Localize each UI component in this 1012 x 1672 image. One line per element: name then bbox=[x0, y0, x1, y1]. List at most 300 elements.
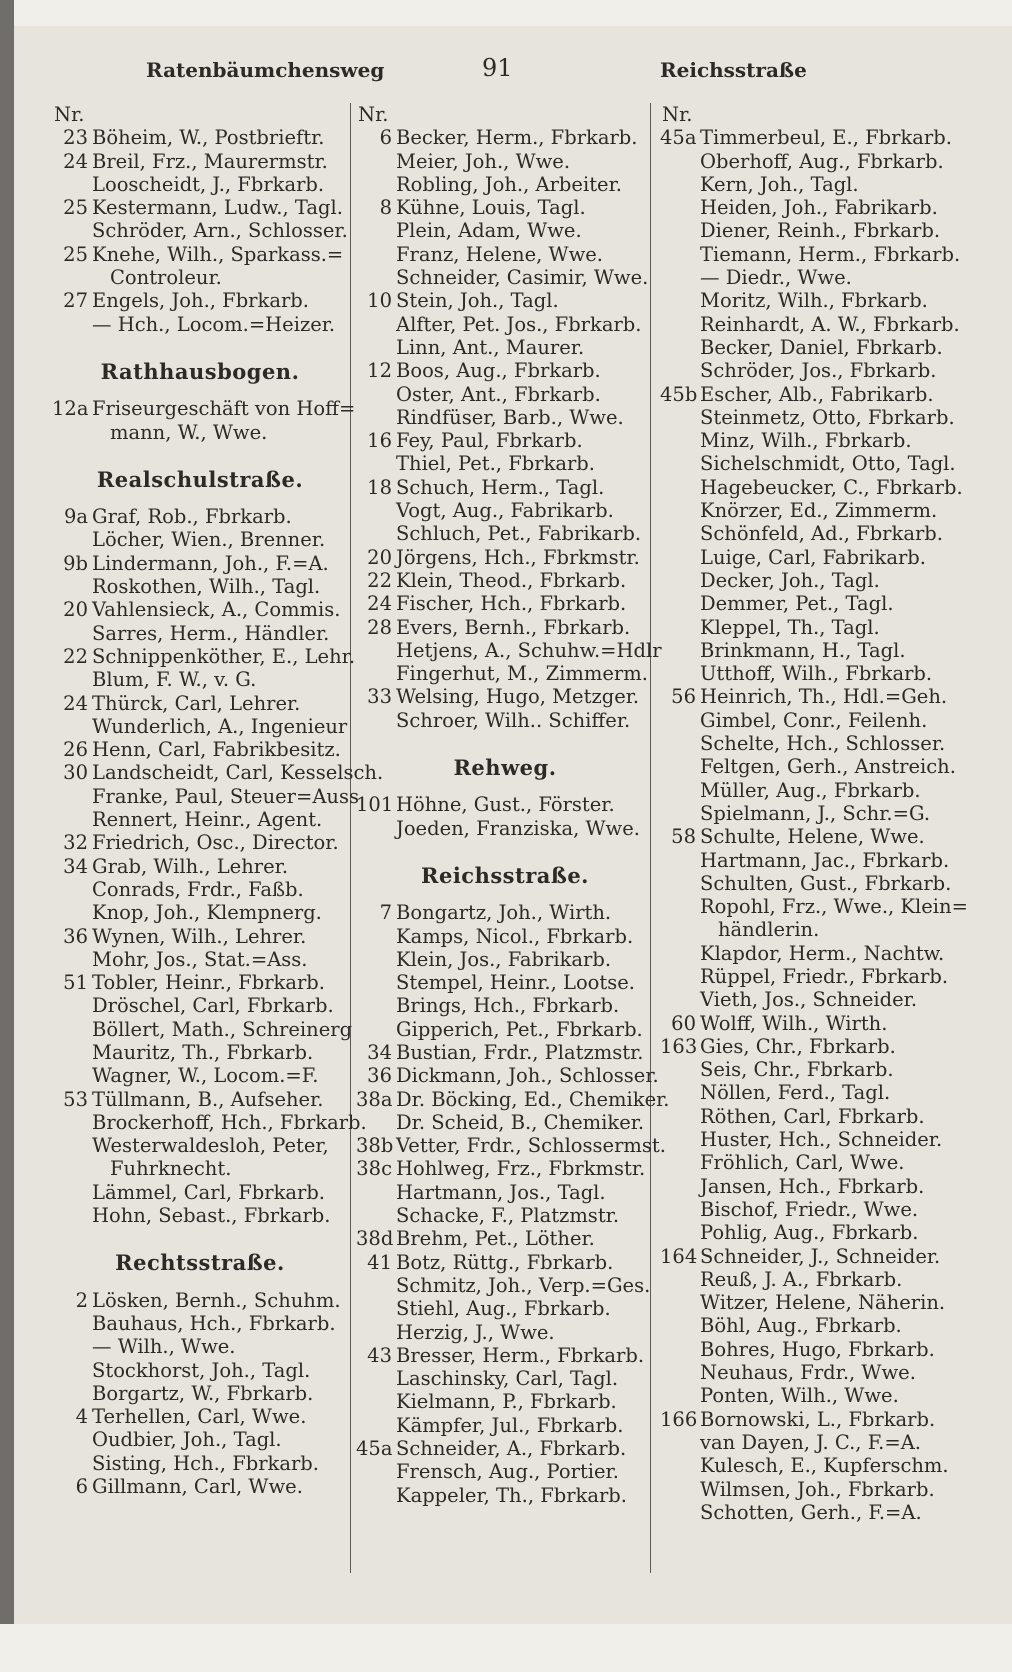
house-number bbox=[52, 1359, 92, 1382]
resident-entry bbox=[660, 1268, 960, 1291]
house-number bbox=[52, 901, 92, 924]
resident-text: Botz, Rüttg., Fbrkarb. bbox=[396, 1250, 614, 1274]
resident-entry bbox=[356, 336, 654, 359]
resident-text: Knop, Joh., Klempnerg. bbox=[92, 901, 322, 925]
resident-text: Schotten, Gerh., F.=A. bbox=[700, 1500, 922, 1524]
resident-text: Conrads, Frdr., Faßb. bbox=[92, 877, 304, 901]
resident-entry bbox=[660, 1501, 960, 1524]
house-number bbox=[660, 429, 700, 452]
entry-continuation: Controleur. bbox=[110, 266, 222, 290]
resident-entry bbox=[356, 1181, 654, 1204]
resident-text: Rennert, Heinr., Agent. bbox=[92, 808, 323, 832]
resident-entry bbox=[52, 831, 348, 854]
house-number bbox=[356, 452, 396, 475]
house-number bbox=[660, 266, 700, 289]
house-number bbox=[660, 1151, 700, 1174]
house-number bbox=[52, 173, 92, 196]
house-number: 58 bbox=[671, 825, 696, 849]
house-number bbox=[52, 785, 92, 808]
house-number bbox=[356, 1484, 396, 1507]
resident-entry bbox=[356, 383, 654, 406]
resident-text: Hohn, Sebast., Fbrkarb. bbox=[92, 1204, 331, 1228]
house-number: 30 bbox=[63, 761, 88, 785]
house-number bbox=[356, 817, 396, 840]
resident-text: Kamps, Nicol., Fbrkarb. bbox=[396, 924, 634, 948]
house-number bbox=[356, 994, 396, 1017]
resident-text: Schönfeld, Ad., Fbrkarb. bbox=[700, 522, 943, 546]
resident-entry bbox=[52, 855, 348, 878]
resident-text: Schneider, Casimir, Wwe. bbox=[396, 266, 649, 290]
house-number bbox=[356, 1274, 396, 1297]
house-number bbox=[52, 948, 92, 971]
house-number bbox=[660, 1314, 700, 1337]
resident-entry bbox=[356, 1390, 654, 1413]
resident-entry bbox=[52, 1312, 348, 1335]
house-number: 9b bbox=[63, 551, 88, 575]
resident-entry bbox=[660, 1291, 960, 1314]
resident-entry bbox=[52, 552, 348, 575]
resident-text: Utthoff, Wilh., Fbrkarb. bbox=[700, 662, 933, 686]
resident-entry bbox=[356, 1297, 654, 1320]
house-number: 163 bbox=[660, 1034, 698, 1058]
resident-entry bbox=[660, 1012, 960, 1035]
house-number bbox=[660, 313, 700, 336]
resident-text: Grab, Wilh., Lehrer. bbox=[92, 854, 289, 878]
resident-text: Meier, Joh., Wwe. bbox=[396, 149, 571, 173]
resident-entry bbox=[356, 817, 654, 840]
resident-text: Stiehl, Aug., Fbrkarb. bbox=[396, 1297, 611, 1321]
resident-text: Tobler, Heinr., Fbrkarb. bbox=[92, 971, 325, 995]
resident-text: Sichelschmidt, Otto, Tagl. bbox=[700, 452, 956, 476]
street-heading: Realschulstraße. bbox=[96, 466, 304, 492]
house-number bbox=[356, 1460, 396, 1483]
resident-text: Wunderlich, A., Ingenieur bbox=[92, 714, 348, 738]
resident-text: Friseurgeschäft von Hoff= bbox=[92, 397, 356, 421]
resident-entry bbox=[356, 1134, 666, 1158]
resident-entry bbox=[52, 1452, 348, 1475]
house-number bbox=[660, 1128, 700, 1151]
house-number bbox=[356, 406, 396, 429]
resident-entry bbox=[356, 994, 654, 1017]
resident-text: Wynen, Wilh., Lehrer. bbox=[92, 924, 307, 948]
resident-entry bbox=[356, 638, 662, 662]
resident-entry bbox=[660, 942, 960, 965]
resident-entry bbox=[356, 1414, 654, 1437]
resident-text: Gillmann, Carl, Wwe. bbox=[92, 1475, 303, 1499]
house-number bbox=[356, 1018, 396, 1041]
resident-text: Heinrich, Th., Hdl.=Geh. bbox=[700, 685, 948, 709]
resident-entry bbox=[356, 662, 654, 685]
resident-entry bbox=[356, 476, 654, 499]
house-number bbox=[356, 522, 396, 545]
resident-entry bbox=[356, 266, 654, 289]
house-number bbox=[660, 1058, 700, 1081]
resident-text: Vieth, Jos., Schneider. bbox=[700, 988, 918, 1012]
house-number bbox=[356, 1204, 396, 1227]
resident-entry bbox=[356, 971, 654, 994]
resident-entry bbox=[52, 1475, 348, 1498]
resident-text: Schacke, F., Platzmstr. bbox=[396, 1204, 620, 1228]
street-heading: Rechtsstraße. bbox=[115, 1250, 285, 1276]
resident-entry bbox=[660, 1408, 960, 1431]
resident-entry bbox=[356, 1251, 654, 1274]
resident-entry bbox=[660, 1198, 960, 1221]
house-number: 25 bbox=[63, 196, 88, 220]
resident-text: Stockhorst, Joh., Tagl. bbox=[92, 1358, 311, 1382]
column-divider bbox=[350, 103, 351, 1573]
resident-entry bbox=[356, 126, 654, 149]
house-number bbox=[660, 1501, 700, 1524]
house-number bbox=[52, 528, 92, 551]
resident-entry bbox=[356, 685, 654, 708]
resident-entry bbox=[356, 359, 654, 382]
resident-text: van Dayen, J. C., F.=A. bbox=[700, 1430, 922, 1454]
resident-text: Kappeler, Th., Fbrkarb. bbox=[396, 1483, 627, 1507]
resident-entry bbox=[660, 732, 960, 755]
house-number bbox=[52, 575, 92, 598]
house-number bbox=[52, 1041, 92, 1064]
resident-text: Bohres, Hugo, Fbrkarb. bbox=[700, 1337, 935, 1361]
resident-entry bbox=[660, 592, 960, 615]
resident-entry bbox=[660, 359, 960, 382]
resident-entry bbox=[52, 994, 348, 1017]
resident-entry bbox=[356, 1367, 654, 1390]
resident-text: Dr. Scheid, B., Chemiker. bbox=[396, 1110, 645, 1134]
resident-text: Schröder, Jos., Fbrkarb. bbox=[700, 359, 937, 383]
resident-text: Klein, Jos., Fabrikarb. bbox=[396, 947, 612, 971]
house-number: 12 bbox=[367, 359, 392, 383]
resident-text: Höhne, Gust., Förster. bbox=[396, 793, 615, 817]
resident-text: Tiemann, Herm., Fbrkarb. bbox=[700, 242, 961, 266]
house-number bbox=[52, 1382, 92, 1405]
resident-text: Hohlweg, Frz., Fbrkmstr. bbox=[396, 1157, 646, 1181]
house-number bbox=[660, 1361, 700, 1384]
house-number bbox=[356, 709, 396, 732]
resident-text: Müller, Aug., Fbrkarb. bbox=[700, 778, 921, 802]
house-number: 101 bbox=[356, 793, 394, 817]
resident-text: — Diedr., Wwe. bbox=[700, 266, 852, 290]
resident-text: Schuch, Herm., Tagl. bbox=[396, 475, 605, 499]
house-number bbox=[52, 808, 92, 831]
house-number: 20 bbox=[63, 598, 88, 622]
resident-text: Brinkmann, H., Tagl. bbox=[700, 638, 906, 662]
resident-text: Tüllmann, B., Aufseher. bbox=[92, 1087, 324, 1111]
house-number bbox=[52, 1428, 92, 1451]
entry-continuation: händlerin. bbox=[718, 918, 820, 942]
resident-entry bbox=[660, 895, 968, 919]
resident-entry bbox=[660, 522, 960, 545]
resident-entry bbox=[52, 1204, 348, 1227]
resident-text: Dickmann, Joh., Schlosser. bbox=[396, 1064, 659, 1088]
resident-text: Plein, Adam, Wwe. bbox=[396, 219, 582, 243]
resident-entry bbox=[660, 616, 960, 639]
scan-margin-bottom bbox=[0, 1624, 1012, 1672]
house-number bbox=[356, 971, 396, 994]
resident-text: Luige, Carl, Fabrikarb. bbox=[700, 545, 926, 569]
resident-entry bbox=[52, 219, 348, 242]
house-number bbox=[660, 662, 700, 685]
house-number bbox=[660, 406, 700, 429]
house-number bbox=[356, 313, 396, 336]
house-number: 27 bbox=[63, 289, 88, 313]
resident-entry bbox=[52, 1382, 348, 1405]
resident-text: Brockerhoff, Hch., Fbrkarb. bbox=[92, 1110, 367, 1134]
house-number: 12a bbox=[52, 397, 89, 421]
house-number: 53 bbox=[63, 1087, 88, 1111]
resident-text: Kulesch, E., Kupferschm. bbox=[700, 1454, 949, 1478]
resident-entry bbox=[660, 1035, 960, 1058]
resident-entry bbox=[52, 1110, 367, 1134]
resident-text: Evers, Bernh., Fbrkarb. bbox=[396, 615, 631, 639]
house-number bbox=[356, 266, 396, 289]
resident-text: Dr. Böcking, Ed., Chemiker. bbox=[396, 1087, 670, 1111]
house-number: 22 bbox=[63, 644, 88, 668]
house-number bbox=[660, 173, 700, 196]
resident-entry bbox=[660, 150, 960, 173]
house-number bbox=[356, 1321, 396, 1344]
resident-text: Neuhaus, Frdr., Wwe. bbox=[700, 1361, 916, 1385]
resident-text: Roskothen, Wilh., Tagl. bbox=[92, 575, 321, 599]
resident-text: Rüppel, Friedr., Fbrkarb. bbox=[700, 964, 949, 988]
house-number: 166 bbox=[660, 1407, 698, 1431]
resident-entry bbox=[660, 289, 960, 312]
resident-entry bbox=[356, 1204, 654, 1227]
resident-text: Gies, Chr., Fbrkarb. bbox=[700, 1034, 896, 1058]
house-number: 38a bbox=[356, 1087, 393, 1111]
resident-text: Löcher, Wien., Brenner. bbox=[92, 528, 326, 552]
house-number bbox=[356, 639, 396, 662]
resident-text: Heiden, Joh., Fabrikarb. bbox=[700, 196, 938, 220]
resident-entry bbox=[356, 1321, 654, 1344]
resident-entry bbox=[660, 1384, 960, 1407]
resident-entry bbox=[52, 1335, 348, 1358]
resident-entry bbox=[52, 1359, 348, 1382]
resident-entry bbox=[356, 1460, 654, 1483]
street-heading: Rathhausbogen. bbox=[100, 358, 300, 384]
resident-entry bbox=[660, 685, 960, 708]
house-number bbox=[660, 592, 700, 615]
resident-text: Moritz, Wilh., Fbrkarb. bbox=[700, 289, 928, 313]
resident-entry bbox=[660, 452, 960, 475]
resident-entry bbox=[660, 1128, 960, 1151]
house-number bbox=[52, 219, 92, 242]
resident-text: Fey, Paul, Fbrkarb. bbox=[396, 429, 583, 453]
resident-text: Westerwaldesloh, Peter, bbox=[92, 1134, 329, 1158]
resident-entry bbox=[356, 1344, 654, 1367]
resident-entry bbox=[356, 1484, 654, 1507]
house-number bbox=[660, 1268, 700, 1291]
resident-text: Minz, Wilh., Fbrkarb. bbox=[700, 429, 912, 453]
resident-entry bbox=[52, 808, 348, 831]
resident-text: Becker, Daniel, Fbrkarb. bbox=[700, 335, 943, 359]
resident-entry bbox=[356, 948, 654, 971]
house-number bbox=[660, 895, 700, 918]
resident-entry bbox=[660, 1105, 960, 1128]
resident-text: Franz, Helene, Wwe. bbox=[396, 242, 603, 266]
house-number: 9a bbox=[63, 505, 88, 529]
resident-entry bbox=[52, 196, 348, 219]
house-number bbox=[660, 452, 700, 475]
resident-text: Joeden, Franziska, Wwe. bbox=[396, 816, 640, 840]
resident-text: Diener, Reinh., Fbrkarb. bbox=[700, 219, 941, 243]
resident-entry bbox=[660, 802, 960, 825]
resident-entry bbox=[660, 1338, 960, 1361]
resident-text: Brings, Hch., Fbrkarb. bbox=[396, 994, 620, 1018]
resident-text: Fröhlich, Carl, Wwe. bbox=[700, 1151, 905, 1175]
resident-entry bbox=[52, 243, 348, 266]
house-number: 18 bbox=[367, 475, 392, 499]
house-number: 2 bbox=[75, 1288, 88, 1312]
house-number: 38b bbox=[356, 1134, 394, 1158]
resident-text: Becker, Herm., Fbrkarb. bbox=[396, 126, 638, 150]
resident-text: Fischer, Hch., Fbrkarb. bbox=[396, 592, 627, 616]
resident-text: Lindermann, Joh., F.=A. bbox=[92, 551, 329, 575]
resident-entry bbox=[356, 1437, 654, 1460]
resident-text: Thiel, Pet., Fbrkarb. bbox=[396, 452, 595, 476]
resident-entry bbox=[660, 872, 960, 895]
house-number: 20 bbox=[367, 545, 392, 569]
resident-text: Mauritz, Th., Fbrkarb. bbox=[92, 1040, 314, 1064]
resident-text: Breil, Frz., Maurermstr. bbox=[92, 149, 328, 173]
page-number: 91 bbox=[482, 54, 513, 82]
house-number bbox=[356, 948, 396, 971]
resident-text: Looscheidt, J., Fbrkarb. bbox=[92, 172, 325, 196]
house-number bbox=[52, 1064, 92, 1087]
resident-text: Welsing, Hugo, Metzger. bbox=[396, 685, 640, 709]
resident-text: Vogt, Aug., Fabrikarb. bbox=[396, 499, 614, 523]
resident-entry bbox=[52, 668, 348, 691]
resident-text: Nöllen, Ferd., Tagl. bbox=[700, 1081, 891, 1105]
house-number bbox=[356, 662, 396, 685]
house-number bbox=[660, 616, 700, 639]
resident-text: Knehe, Wilh., Sparkass.= bbox=[92, 242, 344, 266]
resident-text: Kühne, Louis, Tagl. bbox=[396, 196, 586, 220]
resident-entry bbox=[356, 709, 654, 732]
resident-text: Kämpfer, Jul., Fbrkarb. bbox=[396, 1413, 624, 1437]
resident-entry bbox=[52, 715, 348, 738]
house-number bbox=[356, 1297, 396, 1320]
resident-text: Herzig, J., Wwe. bbox=[396, 1320, 555, 1344]
resident-text: Lösken, Bernh., Schuhm. bbox=[92, 1288, 341, 1312]
resident-text: Laschinsky, Carl, Tagl. bbox=[396, 1367, 619, 1391]
resident-text: Bornowski, L., Fbrkarb. bbox=[700, 1407, 936, 1431]
house-number bbox=[660, 1105, 700, 1128]
running-header bbox=[50, 54, 962, 94]
resident-entry bbox=[356, 793, 654, 816]
house-number: 26 bbox=[63, 738, 88, 762]
house-number bbox=[356, 925, 396, 948]
resident-text: Jansen, Hch., Fbrkarb. bbox=[700, 1174, 925, 1198]
resident-text: Ropohl, Frz., Wwe., Klein= bbox=[700, 895, 968, 919]
resident-entry bbox=[356, 243, 654, 266]
resident-entry bbox=[52, 971, 348, 994]
resident-text: Escher, Alb., Fabrikarb. bbox=[700, 382, 934, 406]
house-number: 45b bbox=[660, 382, 698, 406]
resident-entry bbox=[356, 219, 654, 242]
resident-entry bbox=[52, 1405, 348, 1428]
resident-text: Fingerhut, M., Zimmerm. bbox=[396, 662, 648, 686]
resident-entry bbox=[356, 1274, 654, 1297]
resident-entry bbox=[356, 313, 654, 336]
resident-entry bbox=[660, 1314, 960, 1337]
resident-text: Landscheidt, Carl, Kesselsch. bbox=[92, 761, 384, 785]
resident-text: Hetjens, A., Schuhw.=Hdlr bbox=[396, 638, 662, 662]
resident-text: Oberhoff, Aug., Fbrkarb. bbox=[700, 149, 944, 173]
resident-entry bbox=[52, 1088, 348, 1111]
resident-entry bbox=[52, 784, 360, 808]
resident-entry bbox=[660, 662, 960, 685]
house-number: 34 bbox=[63, 854, 88, 878]
resident-entry bbox=[356, 429, 654, 452]
house-number bbox=[356, 336, 396, 359]
house-number-label: Nr. bbox=[662, 103, 693, 126]
resident-text: Klapdor, Herm., Nachtw. bbox=[700, 941, 945, 965]
resident-entry bbox=[660, 755, 960, 778]
house-number bbox=[52, 994, 92, 1017]
resident-entry bbox=[660, 546, 960, 569]
resident-entry bbox=[52, 289, 348, 312]
resident-text: Robling, Joh., Arbeiter. bbox=[396, 172, 622, 196]
resident-entry bbox=[52, 575, 348, 598]
house-number bbox=[52, 1204, 92, 1227]
resident-entry bbox=[660, 639, 960, 662]
resident-text: Friedrich, Osc., Director. bbox=[92, 831, 339, 855]
resident-entry bbox=[52, 173, 348, 196]
resident-entry bbox=[52, 150, 348, 173]
resident-text: Sisting, Hch., Fbrkarb. bbox=[92, 1451, 319, 1475]
resident-entry bbox=[660, 336, 960, 359]
house-number: 164 bbox=[660, 1244, 698, 1268]
resident-entry bbox=[660, 266, 960, 289]
column-3 bbox=[660, 103, 968, 1524]
house-number bbox=[660, 1221, 700, 1244]
house-number bbox=[660, 988, 700, 1011]
house-number bbox=[660, 289, 700, 312]
resident-text: Pohlig, Aug., Fbrkarb. bbox=[700, 1221, 919, 1245]
house-number: 24 bbox=[63, 149, 88, 173]
resident-entry bbox=[52, 901, 348, 924]
resident-text: Decker, Joh., Tagl. bbox=[700, 568, 880, 592]
resident-entry bbox=[660, 219, 960, 242]
house-number bbox=[660, 1384, 700, 1407]
resident-entry bbox=[356, 592, 654, 615]
resident-entry bbox=[660, 1151, 960, 1174]
house-number bbox=[356, 1181, 396, 1204]
house-number bbox=[356, 150, 396, 173]
resident-text: Kleppel, Th., Tagl. bbox=[700, 615, 880, 639]
resident-entry bbox=[356, 1087, 670, 1111]
resident-entry bbox=[660, 475, 963, 499]
house-number: 41 bbox=[367, 1250, 392, 1274]
resident-entry bbox=[356, 1157, 654, 1180]
resident-text: Steinmetz, Otto, Fbrkarb. bbox=[700, 405, 955, 429]
resident-entry bbox=[660, 988, 960, 1011]
house-number bbox=[660, 522, 700, 545]
house-number: 6 bbox=[379, 126, 392, 150]
resident-entry bbox=[660, 173, 960, 196]
house-number: 38c bbox=[356, 1157, 392, 1181]
resident-entry bbox=[356, 150, 654, 173]
resident-text: Henn, Carl, Fabrikbesitz. bbox=[92, 738, 341, 762]
house-number bbox=[660, 569, 700, 592]
house-number bbox=[52, 313, 92, 336]
house-number-label: Nr. bbox=[358, 103, 389, 126]
house-number: 38d bbox=[356, 1227, 394, 1251]
resident-text: Hartmann, Jos., Tagl. bbox=[396, 1180, 606, 1204]
resident-text: Rindfüser, Barb., Wwe. bbox=[396, 405, 624, 429]
house-number: 8 bbox=[379, 196, 392, 220]
resident-entry bbox=[356, 499, 654, 522]
